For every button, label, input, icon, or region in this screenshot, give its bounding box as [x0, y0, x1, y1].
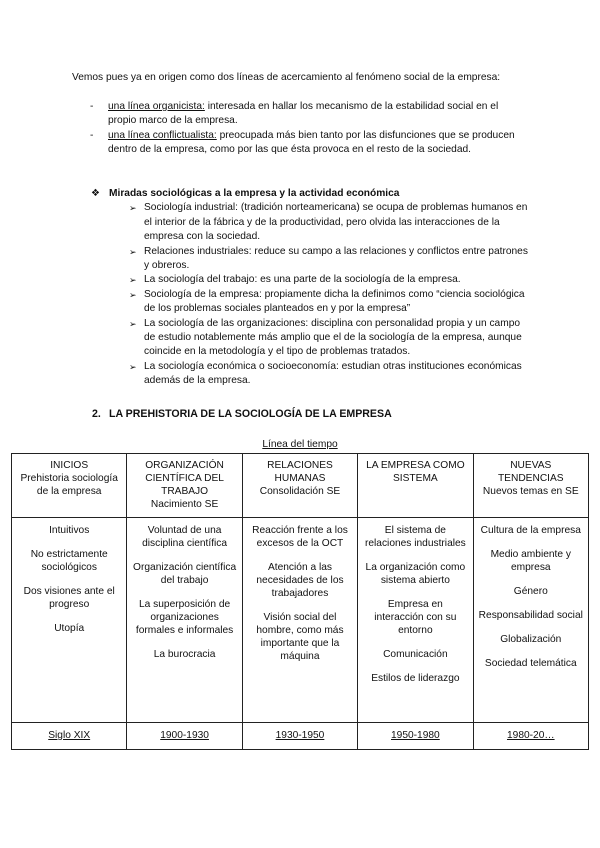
arrow-bullet-icon: ➢: [129, 203, 137, 214]
header-cell: [242, 454, 357, 518]
list-item-text: Sociología de la empresa: propiamente dicha la definimos como “ciencia sociológica de los problemas sociales planteados en y por la empresa”: [144, 288, 525, 315]
cell-item: No estrictamente sociológicos: [30, 549, 108, 573]
column-subtitle: Consolidación SE: [259, 486, 341, 497]
cell-item: Utopía: [54, 623, 85, 634]
cell-item: La superposición de organizaciones formales e informales: [135, 599, 234, 636]
column-subtitle: Prehistoria sociología de la empresa: [20, 473, 118, 497]
arrow-bullet-icon: ➢: [129, 246, 137, 257]
list-item: [91, 317, 531, 360]
section-heading: [92, 407, 392, 421]
arrow-bullet-icon: ➢: [129, 289, 137, 300]
period-cell: 1900-1930: [127, 723, 242, 750]
column-title: ORGANIZACIÓN CIENTÍFICA DEL TRABAJO: [145, 460, 224, 497]
cell-item: Reacción frente a los excesos de la OCT: [252, 525, 348, 549]
header-cell: [127, 454, 242, 518]
miradas-section: [91, 187, 531, 389]
column-title: INICIOS: [50, 460, 89, 471]
cell-item: Voluntad de una disciplina científica: [142, 525, 228, 549]
arrow-bullet-icon: ➢: [129, 318, 137, 329]
content-cell: [242, 518, 357, 723]
content-cell: [473, 518, 588, 723]
column-title: RELACIONES HUMANAS: [267, 460, 333, 484]
section-number: 2.: [92, 408, 101, 420]
cell-item: Género: [513, 586, 548, 597]
linea-term: una línea conflictualista:: [108, 129, 217, 141]
list-item-text: Relaciones industriales: reduce su campo a las relaciones y conflictos entre patrones y obreros.: [144, 245, 528, 272]
miradas-heading: [91, 187, 531, 201]
linea-item-conflictualista: [72, 129, 527, 158]
diamond-bullet-icon: ❖: [91, 188, 100, 199]
cell-item: Visión social del hombre, como más importante que la máquina: [256, 612, 344, 662]
dash-bullet: -: [90, 101, 94, 112]
cell-item: Empresa en interacción con su entorno: [374, 599, 457, 636]
cell-item: La organización como sistema abierto: [365, 562, 466, 586]
linea-text: interesada en hallar los mecanismo de la estabilidad social en el propio marco de la empresa.: [108, 101, 499, 127]
content-cell: [127, 518, 242, 723]
period-cell: 1980-20…: [473, 723, 588, 750]
timeline-caption: Línea del tiempo: [262, 439, 338, 450]
content-cell: [12, 518, 127, 723]
cell-item: Responsabilidad social: [478, 610, 583, 621]
list-item: [91, 288, 531, 317]
cell-item: Atención a las necesidades de los trabajadores: [256, 562, 344, 599]
cell-item: La burocracia: [153, 649, 216, 660]
intro-paragraph: Vemos pues ya en origen como dos líneas de acercamiento al fenómeno social de la empresa:: [72, 72, 501, 83]
table-header-row: [12, 454, 589, 518]
cell-item: Estilos de liderazgo: [371, 673, 460, 684]
miradas-list: [91, 201, 531, 388]
cell-item: Medio ambiente y empresa: [490, 549, 571, 573]
header-cell: [358, 454, 473, 518]
table-period-row: [12, 723, 589, 750]
column-subtitle: Nuevos temas en SE: [482, 486, 579, 497]
list-item: [91, 245, 531, 274]
linea-term: una línea organicista:: [108, 101, 205, 112]
content-cell: [358, 518, 473, 723]
list-item-text: La sociología de las organizaciones: disciplina con personalidad propia y un campo de estudio notablemente más amplio que el de la sociología de la empresa, aunque coincide en la metodología y el tipo de problemas tratados.: [144, 317, 522, 358]
cell-item: Sociedad telemática: [484, 658, 577, 669]
cell-item: Cultura de la empresa: [480, 525, 581, 536]
linea-text: preocupada más bien tanto por las disfunciones que se producen dentro de la empresa, como por las que ésta provoca en el resto de la sociedad.: [108, 129, 515, 156]
list-item: [91, 360, 531, 389]
list-item: [91, 201, 531, 244]
list-item-text: Sociología industrial: (tradición norteamericana) se ocupa de problemas humanos en el interior de la fábrica y de la productividad, pero olvida las interacciones de la empresa con la sociedad.: [144, 202, 528, 243]
period-cell: Siglo XIX: [12, 723, 127, 750]
arrow-bullet-icon: ➢: [129, 361, 137, 372]
dash-bullet: -: [90, 129, 94, 141]
header-cell: [473, 454, 588, 518]
table-body-row: [12, 518, 589, 723]
list-item: [91, 273, 531, 287]
cell-item: Intuitivos: [49, 525, 90, 536]
column-title: LA EMPRESA COMO SISTEMA: [366, 460, 465, 484]
cell-item: El sistema de relaciones industriales: [364, 525, 466, 549]
arrow-bullet-icon: ➢: [129, 275, 137, 286]
cell-item: Globalización: [500, 634, 562, 645]
header-cell: [12, 454, 127, 518]
column-title: NUEVAS TENDENCIAS: [497, 460, 564, 484]
period-cell: 1950-1980: [358, 723, 473, 750]
column-subtitle: Nacimiento SE: [150, 499, 219, 510]
miradas-title: Miradas sociológicas a la empresa y la actividad económica: [109, 188, 400, 199]
cell-item: Organización científica del trabajo: [133, 562, 237, 586]
linea-item-organicista: [72, 100, 527, 129]
lineas-list: [72, 100, 527, 158]
cell-item: Comunicación: [383, 649, 448, 660]
period-cell: 1930-1950: [242, 723, 357, 750]
section-title: LA PREHISTORIA DE LA SOCIOLOGÍA DE LA EMPRESA: [109, 408, 392, 420]
cell-item: Dos visiones ante el progreso: [23, 586, 115, 610]
list-item-text: La sociología económica o socioeconomía: estudian otras instituciones económicas además de la empresa.: [144, 360, 522, 387]
list-item-text: La sociología del trabajo: es una parte de la sociología de la empresa.: [144, 274, 461, 286]
timeline-table: [11, 453, 589, 750]
